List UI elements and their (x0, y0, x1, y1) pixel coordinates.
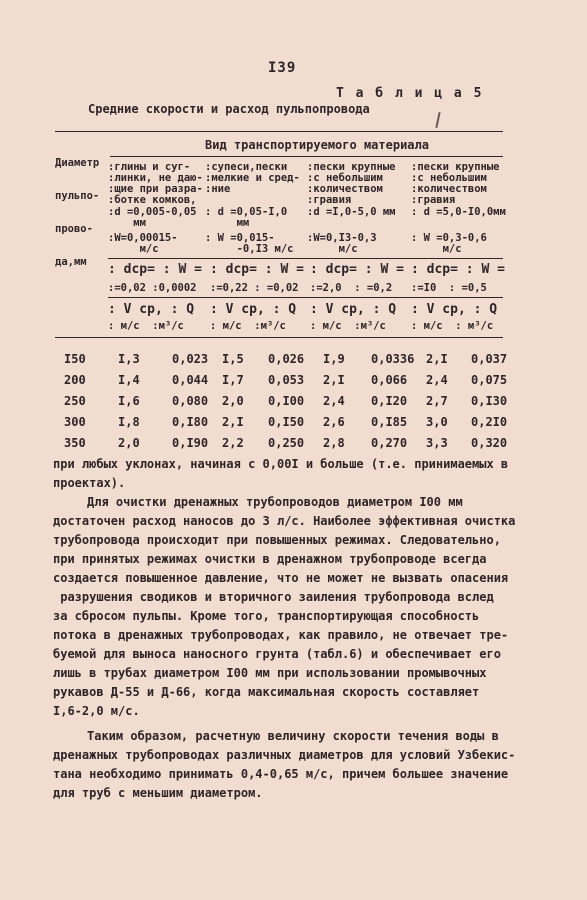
page-number: I39 (268, 60, 297, 76)
table-cell: I,8 (118, 415, 140, 429)
diameter-cell: 350 (64, 436, 86, 450)
avg-label-2: : dср= : W = (210, 262, 304, 277)
vq-label-3: : V ср, : Q (310, 302, 397, 317)
vq-label-4: : V ср, : Q (411, 302, 498, 317)
diameter-header: Диаметр пульпо- прово- да,мм (55, 157, 100, 268)
table-cell: 0,320 (471, 436, 508, 450)
table-top-rule (55, 131, 503, 132)
table-cell: 0,053 (268, 373, 305, 387)
table-cell: 0,I30 (471, 394, 508, 408)
mid-rule-1 (108, 258, 503, 259)
d-range-2: : d =0,05-I,0 мм (205, 206, 288, 229)
table-cell: 2,0 (222, 394, 244, 408)
units-2: : м/с :м³/с (210, 320, 286, 332)
table-header-bottom-rule (55, 337, 503, 338)
w-range-1: :W=0,00015- м/с (108, 232, 178, 255)
table-cell: 3,0 (426, 415, 448, 429)
table-cell: 0,270 (371, 436, 408, 450)
table-cell: 0,I20 (371, 394, 408, 408)
table-cell: 0,080 (172, 394, 209, 408)
paragraph-line: Таким образом, расчетную величину скорости течения воды в (87, 729, 499, 743)
table-cell: 0,I80 (172, 415, 209, 429)
avg-label-1: : dср= : W = (108, 262, 202, 277)
d-range-3: :d =I,0-5,0 мм (307, 206, 396, 218)
table-cell: 2,I (323, 373, 345, 387)
paragraph-line: создается повышенное давление, что не может не вызвать опасения (53, 571, 509, 585)
table-cell: 0,250 (268, 436, 305, 450)
table-cell: 2,4 (323, 394, 345, 408)
d-range-4: : d =5,0-I0,0мм (411, 206, 506, 218)
paragraph-line: буемой для выноса наносного грунта (табл.6) и обеспечивает его (53, 647, 501, 661)
avg-value-2: :=0,22 : =0,02 (210, 282, 299, 294)
table-row (0, 352, 587, 370)
table-row (0, 415, 587, 433)
avg-value-1: :=0,02 :0,0002 (108, 282, 197, 294)
paragraph-line: при любых уклонах, начиная с 0,00I и больше (т.е. принимаемых в (53, 457, 509, 471)
table-cell: 2,4 (426, 373, 448, 387)
table-cell: 2,I (222, 415, 244, 429)
paragraph-line: трубопровода происходит при повышенных режимах. Следовательно, (53, 533, 501, 547)
avg-label-4: : dср= : W = (411, 262, 505, 277)
table-label: Т а б л и ц а 5 (336, 86, 484, 101)
table-cell: I,3 (118, 352, 140, 366)
paragraph-line: Для очистки дренажных трубопроводов диаметром I00 мм достаточен расход наносов до 3 л/с. Наиболее эффективная очистка (53, 495, 516, 528)
diameter-cell: 200 (64, 373, 86, 387)
table-row (0, 373, 587, 391)
diameter-cell: 250 (64, 394, 86, 408)
table-cell: 0,0336 (371, 352, 415, 366)
material-sandy-loam: :супеси,пески :мелкие и сред- :ние (205, 161, 300, 195)
material-clay: :глины и суг- :линки, не даю- :щие при разра- :ботке комков, (108, 161, 203, 206)
table-cell: 0,I85 (371, 415, 408, 429)
paragraph-line: для труб с меньшим диаметром. (53, 786, 263, 800)
table-cell: I,5 (222, 352, 244, 366)
units-1: : м/с :м³/с (108, 320, 184, 332)
vq-label-2: : V ср, : Q (210, 302, 297, 317)
w-range-3: :W=0,I3-0,3 м/с (307, 232, 377, 255)
table-cell: I,6 (118, 394, 140, 408)
table-cell: 0,066 (371, 373, 408, 387)
table-cell: 0,044 (172, 373, 209, 387)
paragraph-line: лишь в трубах диаметром I00 мм при использовании промывочных (53, 666, 487, 680)
table-cell: 2,2 (222, 436, 244, 450)
material-coarse-sand-a: :пески крупные :с небольшим :количеством :гравия (307, 161, 396, 206)
table-cell: 0,I00 (268, 394, 305, 408)
table-caption: Средние скорости и расход пульпопровода (88, 102, 370, 116)
diameter-cell: I50 (64, 352, 86, 366)
table-cell: 0,075 (471, 373, 508, 387)
paragraph-line: потока в дренажных трубопроводах, как правило, не отвечает тре- (53, 628, 509, 642)
table-cell: 2,7 (426, 394, 448, 408)
pencil-mark (435, 112, 440, 128)
avg-value-3: :=2,0 : =0,2 (310, 282, 393, 294)
body-text (53, 455, 523, 803)
d-range-1: :d =0,005-0,05 мм (108, 206, 197, 229)
table-cell: I,4 (118, 373, 140, 387)
paragraph-line: тана необходимо принимать 0,4-0,65 м/с, причем большее значение (53, 767, 509, 781)
w-range-2: : W =0,015- -0,I3 м/с (205, 232, 294, 255)
table-cell: 2,I (426, 352, 448, 366)
paragraph-line: разрушения сводиков и вторичного заиления трубопровода вслед (53, 590, 494, 604)
paragraph-line: рукавов Д-55 и Д-66, когда максимальная скорость составляет (53, 685, 480, 699)
table-row (0, 436, 587, 454)
avg-label-3: : dср= : W = (310, 262, 404, 277)
table-row (0, 394, 587, 412)
table-cell: 0,I90 (172, 436, 209, 450)
w-range-4: : W =0,3-0,6 м/с (411, 232, 487, 255)
table-cell: I,7 (222, 373, 244, 387)
units-4: : м/с : м³/с (411, 320, 494, 332)
table-cell: 3,3 (426, 436, 448, 450)
mid-rule-2 (108, 297, 503, 298)
table-cell: 0,026 (268, 352, 305, 366)
paragraph-line: проектах). (53, 476, 126, 490)
paragraph-line: I,6-2,0 м/с. (53, 704, 140, 718)
paragraph-line: дренажных трубопроводах различных диаметров для условий Узбекис- (53, 748, 516, 762)
paragraph-line: при принятых режимах очистки в дренажном трубопроводе всегда (53, 552, 487, 566)
table-cell: 2,8 (323, 436, 345, 450)
material-coarse-sand-b: :пески крупные :с небольшим :количеством :гравия (411, 161, 500, 206)
units-3: : м/с :м³/с (310, 320, 386, 332)
diameter-cell: 300 (64, 415, 86, 429)
table-cell: 0,023 (172, 352, 209, 366)
table-cell: I,9 (323, 352, 345, 366)
table-cell: 2,6 (323, 415, 345, 429)
table-cell: 0,I50 (268, 415, 305, 429)
table-cell: 0,037 (471, 352, 508, 366)
paragraph-line: за сбросом пульпы. Кроме того, транспортирующая способность (53, 609, 480, 623)
table-cell: 0,2I0 (471, 415, 508, 429)
material-group-title: Вид транспортируемого материала (205, 138, 429, 152)
table-cell: 2,0 (118, 436, 140, 450)
group-title-rule (110, 156, 503, 157)
vq-label-1: : V ср, : Q (108, 302, 195, 317)
avg-value-4: :=I0 : =0,5 (411, 282, 487, 294)
